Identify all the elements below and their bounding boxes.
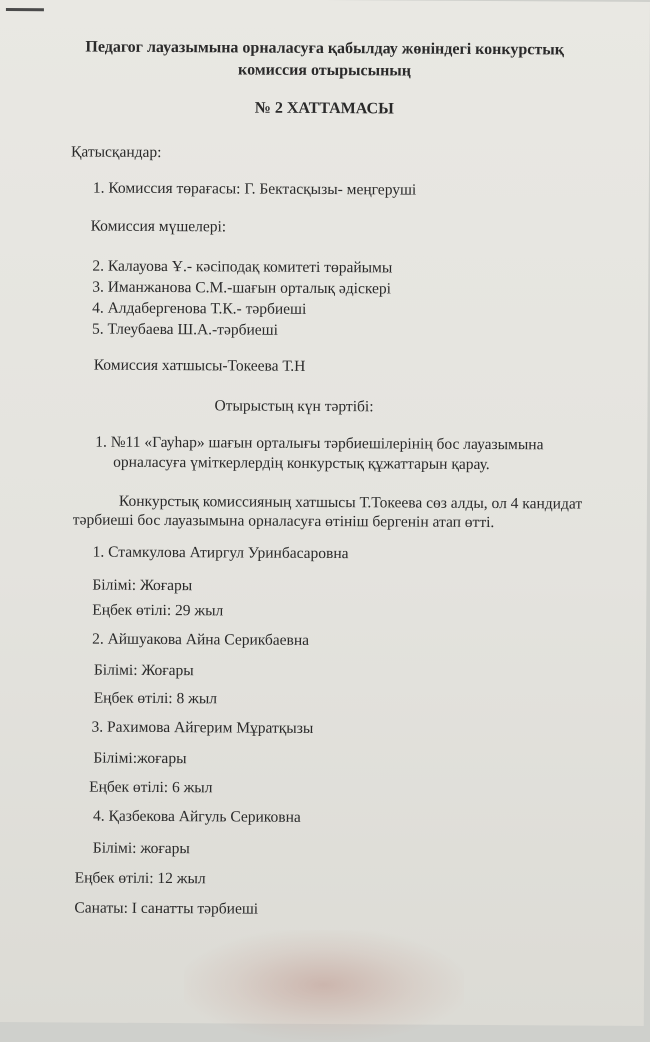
candidate-experience: Еңбек өтілі: 29 жыл (92, 601, 224, 620)
candidate-category: Санаты: I санатты тәрбиеші (74, 899, 259, 918)
member-item: 2. Калауова Ұ.- кәсіподақ комитеті төрайымы (92, 257, 393, 277)
title-line-2: комиссия отырысының (238, 61, 412, 80)
member-item: 5. Тлеубаева Ш.А.-тәрбиеші (91, 320, 278, 339)
commission-chair: 1. Комиссия төрағасы: Г. Бектасқызы- меңгеруші (92, 179, 417, 199)
candidate-education: Білімі: Жоғары (92, 576, 193, 595)
photo-smudge (184, 929, 465, 1041)
participants-label: Қатысқандар: (71, 143, 162, 162)
agenda-label: Отырыстың күн тәртібі: (214, 397, 374, 416)
candidate-name: 1. Стамкулова Атиргул Уринбасаровна (92, 543, 349, 563)
candidate-name: 2. Айшуакова Айна Серикбаевна (92, 630, 310, 649)
protocol-number: № 2 ХАТТАМАСЫ (254, 99, 394, 118)
candidate-experience: Еңбек өтілі: 12 жыл (74, 869, 206, 888)
candidate-education: Білімі: жоғары (92, 839, 190, 858)
member-item: 3. Иманжанова С.М.-шағын орталық әдіскері (92, 278, 392, 298)
candidate-education: Білімі:жоғары (93, 749, 187, 768)
page-edge-mark (6, 8, 44, 11)
member-item: 4. Алдабергенова Т.К.- тәрбиеші (92, 299, 307, 318)
secretary-statement-line-2: тәрбиеші бос лауазымына орналасуға өтініш бергенін атап өтті. (72, 511, 495, 532)
agenda-item-line-1: 1. №11 «Гауһар» шағын орталығы тәрбиешілерінің бос лауазымына (95, 433, 544, 454)
members-label: Комиссия мүшелері: (90, 217, 227, 236)
agenda-item-line-2: орналасуға үміткерлердің конкурстық құжаттарын қарау. (113, 453, 490, 474)
title-line-1: Педагог лауазымына орналасуға қабылдау жөніндегі конкурстық (85, 38, 565, 59)
candidate-experience: Еңбек өтілі: 6 жыл (89, 778, 213, 797)
candidate-name: 4. Қазбекова Айгуль Сериковна (92, 807, 301, 826)
candidate-experience: Еңбек өтілі: 8 жыл (93, 689, 218, 708)
candidate-education: Білімі: Жоғары (93, 661, 194, 680)
secretary-statement-line-1: Конкурстық комиссияның хатшысы Т.Токеева сөз алды, ол 4 кандидат (118, 492, 583, 513)
commission-secretary: Комиссия хатшысы-Токеева Т.Н (93, 356, 306, 375)
candidate-name: 3. Рахимова Айгерим Мұратқызы (91, 718, 314, 737)
